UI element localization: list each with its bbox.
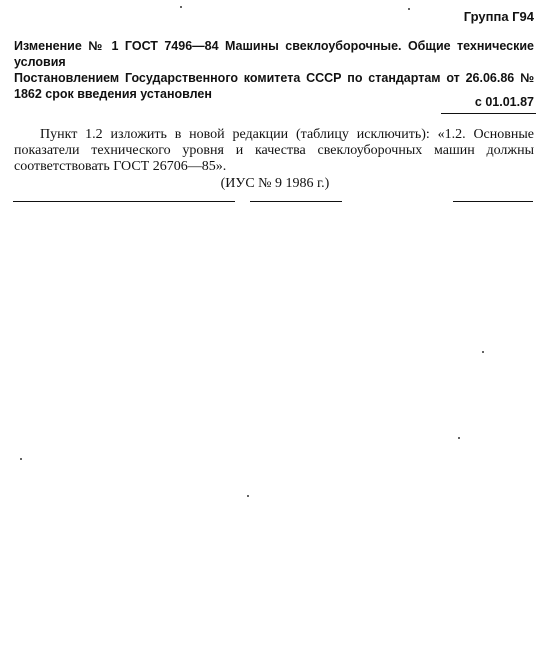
separator-line — [13, 201, 235, 202]
print-speck — [408, 8, 410, 10]
source-reference: (ИУС № 9 1986 г.) — [220, 176, 330, 191]
effective-date: с 01.01.87 — [474, 95, 534, 109]
print-speck — [482, 351, 484, 353]
date-underline — [441, 113, 536, 114]
resolution-text: Постановлением Государственного комитета СССР по стандартам от 26.06.86 № 1862 срок введения установлен — [14, 71, 534, 101]
print-speck — [20, 458, 22, 460]
print-speck — [458, 437, 460, 439]
amendment-title: Изменение № 1 ГОСТ 7496—84 Машины свеклоуборочные. Общие технические условия — [14, 39, 534, 69]
print-speck — [180, 6, 182, 8]
group-label: Группа Г94 — [463, 9, 534, 24]
separator-line — [453, 201, 533, 202]
body-paragraph: Пункт 1.2 изложить в новой редакции (таблицу исключить): «1.2. Основные показатели технического уровня и качества свеклоуборочных машин должны соответствовать ГОСТ 26706—85». — [14, 127, 534, 174]
separator-line — [250, 201, 342, 202]
print-speck — [247, 495, 249, 497]
